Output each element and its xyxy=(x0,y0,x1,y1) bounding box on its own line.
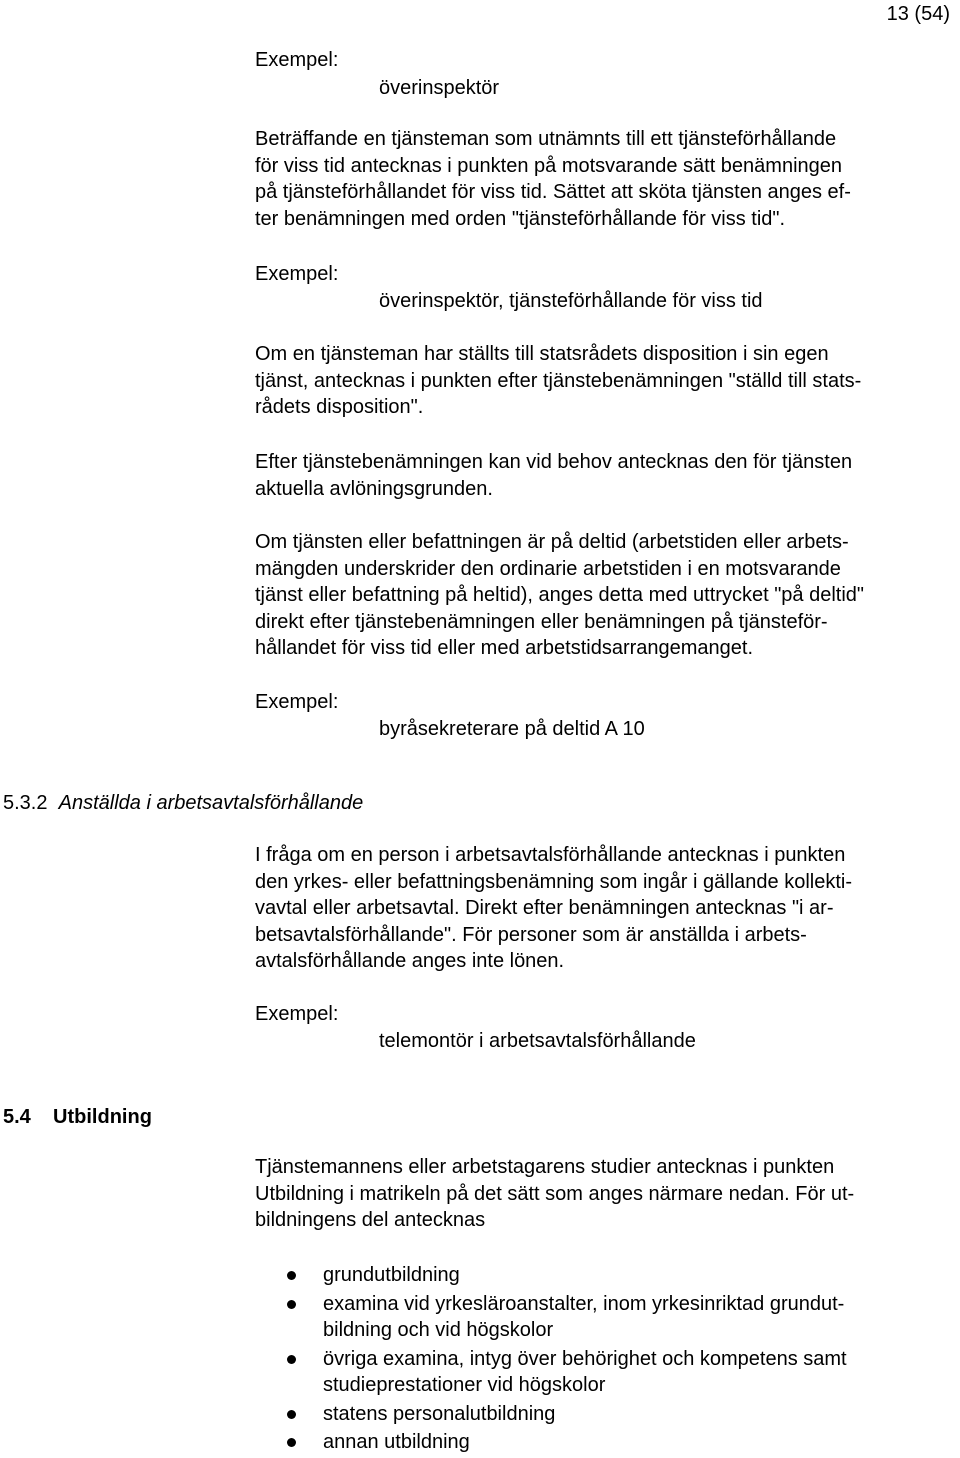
list-item-text: övriga examina, intyg över behörighet och kompetens samt xyxy=(323,1347,847,1370)
text-line: Utbildning i matrikeln på det sätt som anges närmare nedan. För ut- xyxy=(255,1182,855,1205)
example-label: Exempel: xyxy=(255,49,339,71)
paragraph-disposition xyxy=(255,341,955,421)
text-line: den yrkes- eller befattningsbenämning som ingår i gällande kollekti- xyxy=(255,870,852,893)
list-item-text: bildning och vid högskolor xyxy=(323,1319,554,1341)
text-line: I fråga om en person i arbetsavtalsförhållande antecknas i punkten xyxy=(255,844,846,866)
text-line: aktuella avlöningsgrunden. xyxy=(255,477,493,500)
list-item-text: examina vid yrkesläroanstalter, inom yrkesinriktad grundut- xyxy=(323,1292,845,1315)
list-item xyxy=(255,1346,955,1399)
list-item xyxy=(255,1401,955,1428)
section-heading-5-3-2 xyxy=(3,790,363,817)
example-label: Exempel: xyxy=(255,691,339,713)
text-line: på tjänsteförhållandet för viss tid. Sättet att sköta tjänsten anges ef- xyxy=(255,181,851,203)
text-line: tjänst eller befattning på heltid), anges detta med uttrycket "på deltid" xyxy=(255,584,865,606)
text-line: avtalsförhållande anges inte lönen. xyxy=(255,950,565,972)
list-item xyxy=(255,1262,955,1289)
paragraph-salary-basis xyxy=(255,449,955,502)
section-number: 5.3.2 xyxy=(3,792,48,814)
list-item xyxy=(255,1291,955,1344)
example-value: överinspektör xyxy=(379,77,500,99)
list-item-text: annan utbildning xyxy=(323,1431,470,1453)
text-line: hållandet för viss tid eller med arbetstidsarrangemanget. xyxy=(255,637,754,659)
paragraph-education xyxy=(255,1154,955,1234)
text-line: Om en tjänsteman har ställts till statsrådets disposition i sin egen xyxy=(255,343,829,365)
text-line: betsavtalsförhållande". För personer som är anställda i arbets- xyxy=(255,923,807,946)
text-line: mängden underskrider den ordinarie arbetstiden i en motsvarande xyxy=(255,557,841,580)
bullet-icon xyxy=(287,1355,296,1364)
paragraph-part-time xyxy=(255,529,955,662)
bullet-icon xyxy=(287,1300,296,1309)
text-line: vavtal eller arbetsavtal. Direkt efter benämningen antecknas "i ar- xyxy=(255,897,834,919)
paragraph-fixed-term xyxy=(255,126,955,232)
section-number: 5.4 xyxy=(3,1106,31,1128)
page-number: 13 (54) xyxy=(886,3,950,25)
example-value: byråsekreterare på deltid A 10 xyxy=(379,718,645,740)
list-item-text: studieprestationer vid högskolor xyxy=(323,1374,606,1396)
bullet-icon xyxy=(287,1410,296,1419)
section-heading-5-4 xyxy=(3,1104,152,1131)
text-line: ter benämningen med orden "tjänsteförhållande för viss tid". xyxy=(255,207,786,230)
text-line: Tjänstemannens eller arbetstagarens studier antecknas i punkten xyxy=(255,1156,835,1178)
example-value: telemontör i arbetsavtalsförhållande xyxy=(379,1030,696,1052)
list-item-text: grundutbildning xyxy=(323,1264,460,1286)
example-label: Exempel: xyxy=(255,263,339,285)
text-line: bildningens del antecknas xyxy=(255,1209,486,1231)
section-title: Utbildning xyxy=(53,1106,152,1128)
text-line: Beträffande en tjänsteman som utnämnts till ett tjänsteförhållande xyxy=(255,128,837,150)
text-line: rådets disposition". xyxy=(255,396,424,418)
list-item xyxy=(255,1429,955,1456)
text-line: tjänst, antecknas i punkten efter tjänstebenämningen "ställd till stats- xyxy=(255,369,862,392)
text-line: direkt efter tjänstebenämningen eller benämningen på tjänsteför- xyxy=(255,610,828,633)
education-list xyxy=(255,1262,955,1458)
bullet-icon xyxy=(287,1271,296,1280)
section-title: Anställda i arbetsavtalsförhållande xyxy=(58,792,364,814)
bullet-icon xyxy=(287,1438,296,1447)
example-label: Exempel: xyxy=(255,1003,339,1025)
text-line: Efter tjänstebenämningen kan vid behov antecknas den för tjänsten xyxy=(255,451,853,473)
list-item-text: statens personalutbildning xyxy=(323,1402,556,1425)
text-line: för viss tid antecknas i punkten på motsvarande sätt benämningen xyxy=(255,154,843,177)
paragraph-employment-contract xyxy=(255,842,955,975)
example-value: överinspektör, tjänsteförhållande för viss tid xyxy=(379,290,763,312)
text-line: Om tjänsten eller befattningen är på deltid (arbetstiden eller arbets- xyxy=(255,531,849,553)
